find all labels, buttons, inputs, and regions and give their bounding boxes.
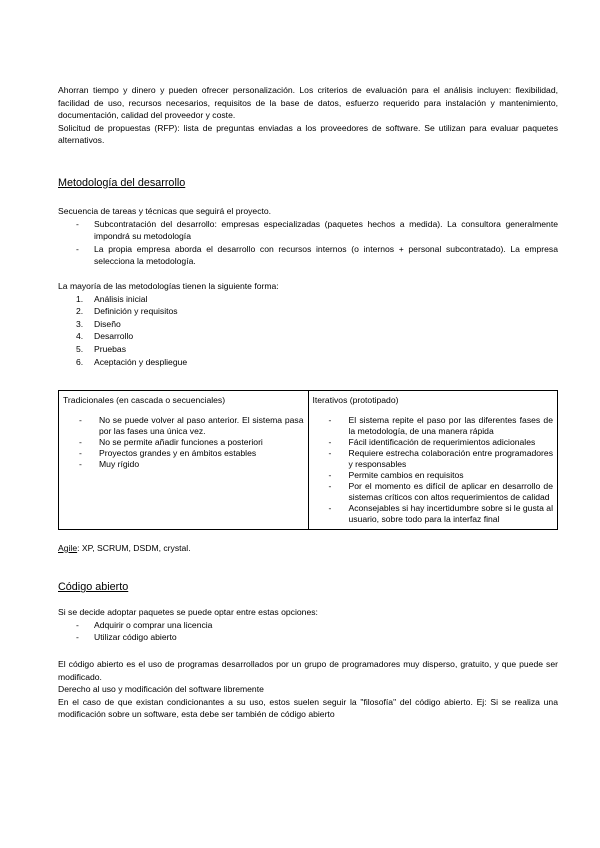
- list-item: - Fácil identificación de requerimientos adicionales: [329, 437, 554, 448]
- step-number: 5.: [76, 343, 84, 354]
- codigo-paragraph-2: Derecho al uso y modificación del software libremente: [58, 684, 264, 695]
- section-title-codigo-abierto: Código abierto: [58, 581, 129, 594]
- list-item: - El sistema repite el paso por las diferentes fases de la metodología, de una manera rápida: [329, 415, 554, 437]
- list-item: - No se permite añadir funciones a posteriori: [79, 437, 304, 448]
- step-number: 6.: [76, 356, 84, 367]
- table-cell-traditional: [59, 391, 309, 530]
- table-row: [59, 391, 558, 530]
- document-page: [58, 84, 558, 721]
- metodologia-bullet-list: [58, 218, 558, 268]
- codigo-paragraph-3: En el caso de que existan condicionantes a su uso, estos suelen seguir la "filosofía" del código abierto. Ej: Si se realiza una modificación sobre un software, esta debe ser también de código abierto: [58, 696, 558, 720]
- list-item: [76, 330, 558, 343]
- list-item: - Muy rígido: [79, 459, 304, 470]
- comparison-table: [58, 390, 558, 530]
- list-item: [76, 356, 558, 369]
- step-label: Diseño: [94, 318, 121, 329]
- iterative-list: [313, 415, 554, 525]
- codigo-lead: Si se decide adoptar paquetes se puede optar entre estas opciones:: [58, 607, 318, 618]
- list-item: - Adquirir o comprar una licencia: [76, 619, 558, 632]
- list-item: - Utilizar código abierto: [76, 631, 558, 644]
- step-number: 2.: [76, 306, 84, 317]
- list-item: [76, 343, 558, 356]
- step-label: Desarrollo: [94, 331, 134, 342]
- metodologia-lead: Secuencia de tareas y técnicas que seguirá el proyecto.: [58, 205, 272, 216]
- step-label: Análisis inicial: [94, 293, 148, 304]
- table-cell-iterative: [308, 391, 558, 530]
- codigo-paragraph-1: El código abierto es el uso de programas desarrollados por un grupo de programadores muy disperso, gratuito, y que puede ser modificado.: [58, 659, 558, 682]
- list-item: - Proyectos grandes y en ámbitos estables: [79, 448, 304, 459]
- section-title-metodologia: Metodología del desarrollo: [58, 176, 186, 189]
- list-item: [76, 318, 558, 331]
- step-number: 1.: [76, 293, 84, 304]
- codigo-bullet-list: [58, 619, 558, 644]
- list-item: - Subcontratación del desarrollo: empresas especializadas (paquetes hechos a medida). La consultora generalmente impondrá su metodología: [76, 218, 558, 243]
- intro-paragraph-2: Solicitud de propuestas (RFP): lista de preguntas enviadas a los proveedores de software. Se utilizan para evaluar paquetes alternativos.: [58, 122, 558, 146]
- column-title-iterative: Iterativos (prototipado): [312, 395, 399, 406]
- intro-paragraph-1: Ahorran tiempo y dinero y pueden ofrecer personalización. Los criterios de evaluación para el análisis incluyen: flexibilidad, facilidad de uso, recursos necesarios, requisitos de la base de datos, esfuerzo requerido para instalación y mantenimiento, documentación, calidad del proveedor y coste.: [58, 85, 558, 121]
- intro-section: [58, 84, 558, 147]
- agile-text: : XP, SCRUM, DSDM, crystal.: [77, 542, 191, 553]
- step-label: Pruebas: [94, 343, 127, 354]
- step-number: 3.: [76, 318, 84, 329]
- list-item: - Permite cambios en requisitos: [329, 470, 554, 481]
- metodologia-steps-list: [58, 293, 558, 369]
- list-item: - Por el momento es difícil de aplicar en desarrollo de sistemas críticos con altos requerimientos de calidad: [329, 481, 554, 503]
- agile-label: Agile: [58, 542, 78, 553]
- list-item: - Requiere estrecha colaboración entre programadores y responsables: [329, 448, 554, 470]
- list-item: [76, 293, 558, 306]
- list-item: [76, 305, 558, 318]
- traditional-list: [63, 415, 304, 470]
- list-item: - La propia empresa aborda el desarrollo con recursos internos (o internos + personal subcontratado). La empresa selecciona la metodología.: [76, 243, 558, 268]
- metodologia-form-lead: La mayoría de las metodologías tienen la siguiente forma:: [58, 280, 279, 291]
- list-item: - No se puede volver al paso anterior. El sistema pasa por las fases una única vez.: [79, 415, 304, 437]
- step-number: 4.: [76, 331, 84, 342]
- step-label: Definición y requisitos: [94, 306, 178, 317]
- step-label: Aceptación y despliegue: [94, 356, 188, 367]
- list-item: - Aconsejables si hay incertidumbre sobre si le gusta al usuario, sobre todo para la interfaz final: [329, 503, 554, 525]
- agile-line: [58, 542, 558, 555]
- column-title-traditional: Tradicionales (en cascada o secuenciales): [63, 395, 226, 406]
